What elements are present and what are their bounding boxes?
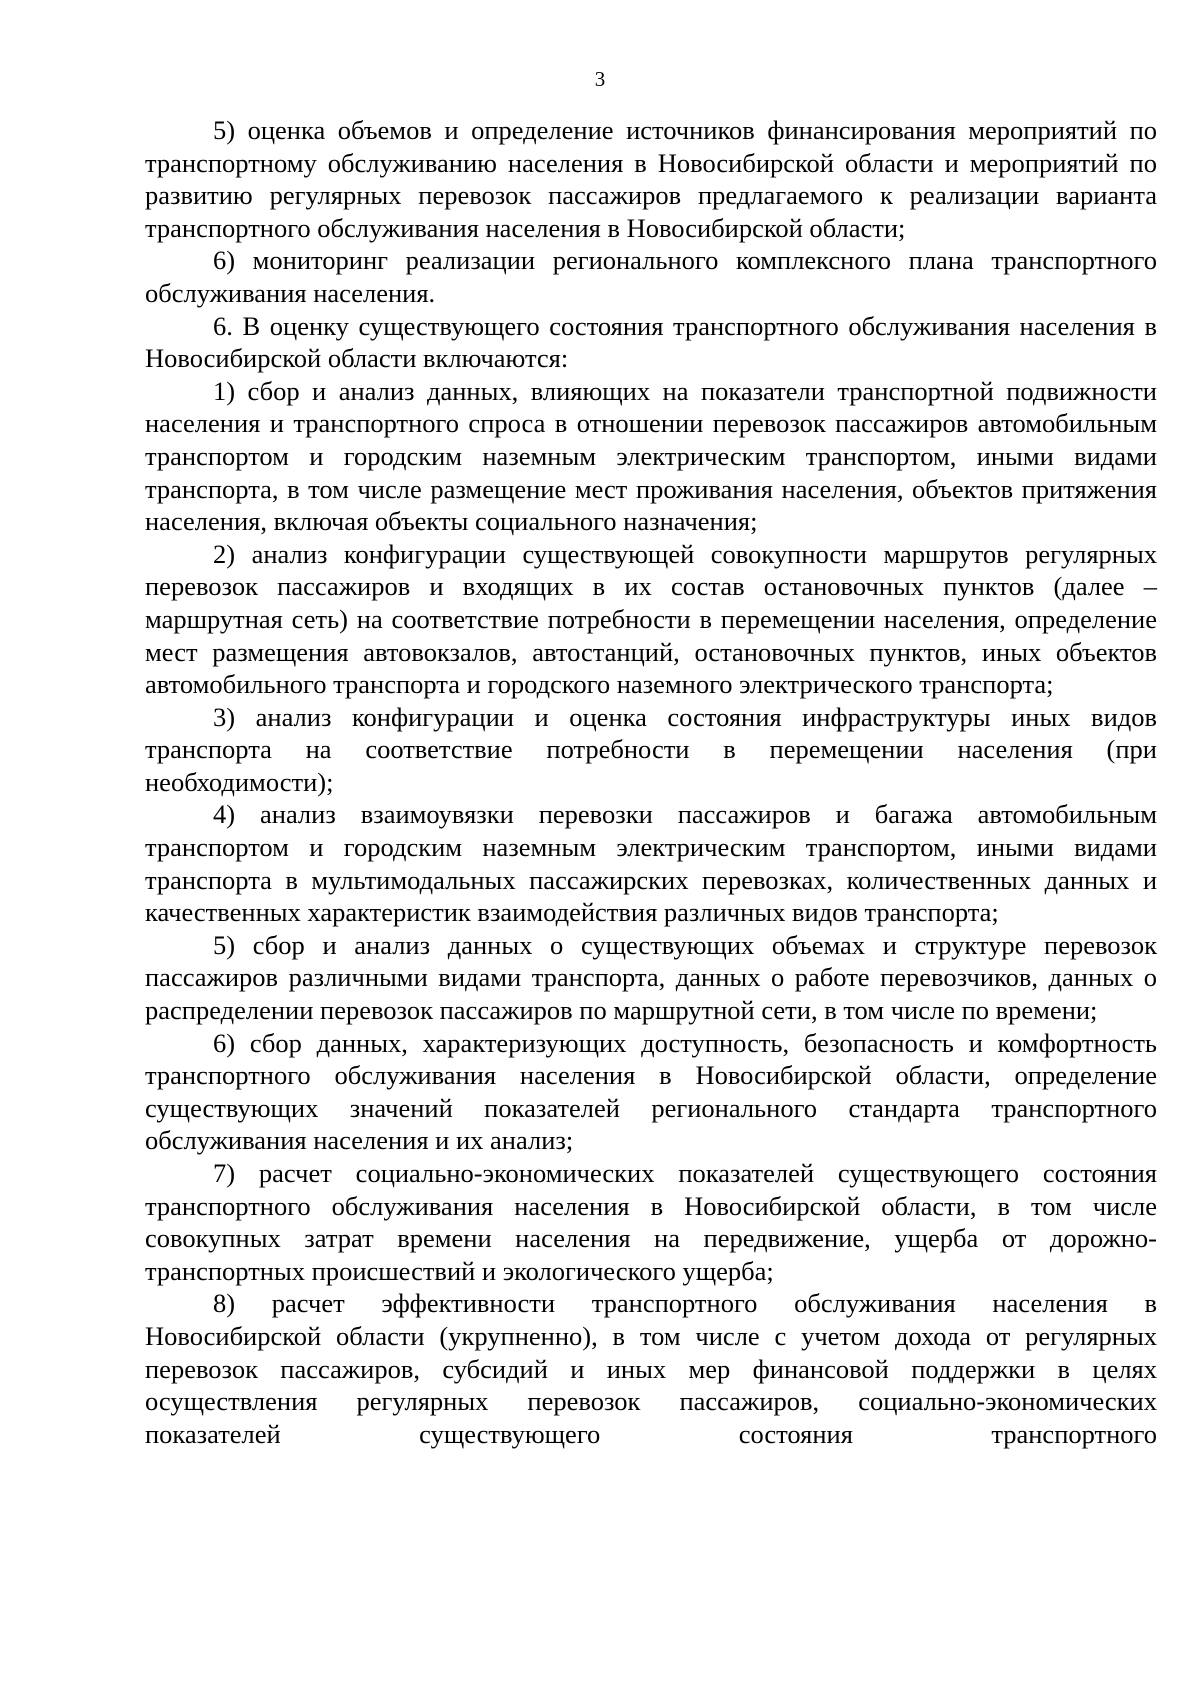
paragraph-section-6-intro: 6. В оценку существующего состояния транспортного обслуживания населения в Новосибирской области включаются: [145,310,1157,374]
document-body [145,114,1157,1450]
paragraph-item-8-efficiency: 8) расчет эффективности транспортного обслуживания населения в Новосибирской области (укрупненно), в том числе с учетом дохода от регулярных перевозок пассажиров, субсидий и иных мер финансовой поддержки в целях осуществления регулярных перевозок пассажиров, социально-экономических показателей существующего состояния транспортного [145,1288,1157,1449]
paragraph-item-2-route-network: 2) анализ конфигурации существующей совокупности маршрутов регулярных перевозок пассажиров и входящих в их состав остановочных пунктов (далее – маршрутная сеть) на соответствие потребности в перемещении населения, определение мест размещения автовокзалов, автостанций, остановочных пунктов, иных объектов автомобильного транспорта и городского наземного электрического транспорта; [145,538,1157,700]
paragraph-item-7-socioeconomic: 7) расчет социально-экономических показателей существующего состояния транспортного обслуживания населения в Новосибирской области, в том числе совокупных затрат времени населения на передвижение, ущерба от дорожно-транспортных происшествий и экологического ущерба; [145,1158,1157,1286]
page-number: 3 [594,67,606,91]
paragraph-item-1-data-collection: 1) сбор и анализ данных, влияющих на показатели транспортной подвижности населения и транспортного спроса в отношении перевозок пассажиров автомобильным транспортом и городским наземным электрическим транспортом, иными видами транспорта, в том числе размещение мест проживания населения, объектов притяжения населения, включая объекты социального назначения; [145,375,1157,537]
paragraph-item-4-multimodal: 4) анализ взаимоувязки перевозки пассажиров и багажа автомобильным транспортом и городским наземным электрическим транспортом, иными видами транспорта в мультимодальных пассажирских перевозках, количественных данных и качественных характеристик взаимодействия различных видов транспорта; [145,799,1157,928]
paragraph-item-6-accessibility: 6) сбор данных, характеризующих доступность, безопасность и комфортность транспортного обслуживания населения в Новосибирской области, определение существующих значений показателей регионального стандарта транспортного обслуживания населения и их анализ; [145,1027,1157,1156]
paragraph-item-5-volumes: 5) сбор и анализ данных о существующих объемах и структуре перевозок пассажиров различными видами транспорта, данных о работе перевозчиков, данных о распределении перевозок пассажиров по маршрутной сети, в том числе по времени; [145,929,1157,1026]
paragraph-item-5-financing: 5) оценка объемов и определение источников финансирования мероприятий по транспортному обслуживанию населения в Новосибирской области и мероприятий по развитию регулярных перевозок пассажиров предлагаемого к реализации варианта транспортного обслуживания населения в Новосибирской области; [145,115,1157,243]
paragraph-item-6-monitoring: 6) мониторинг реализации регионального комплексного плана транспортного обслуживания населения. [145,245,1157,308]
paragraph-item-3-infrastructure: 3) анализ конфигурации и оценка состояния инфраструктуры иных видов транспорта на соответствие потребности в перемещении населения (при необходимости); [145,701,1157,797]
